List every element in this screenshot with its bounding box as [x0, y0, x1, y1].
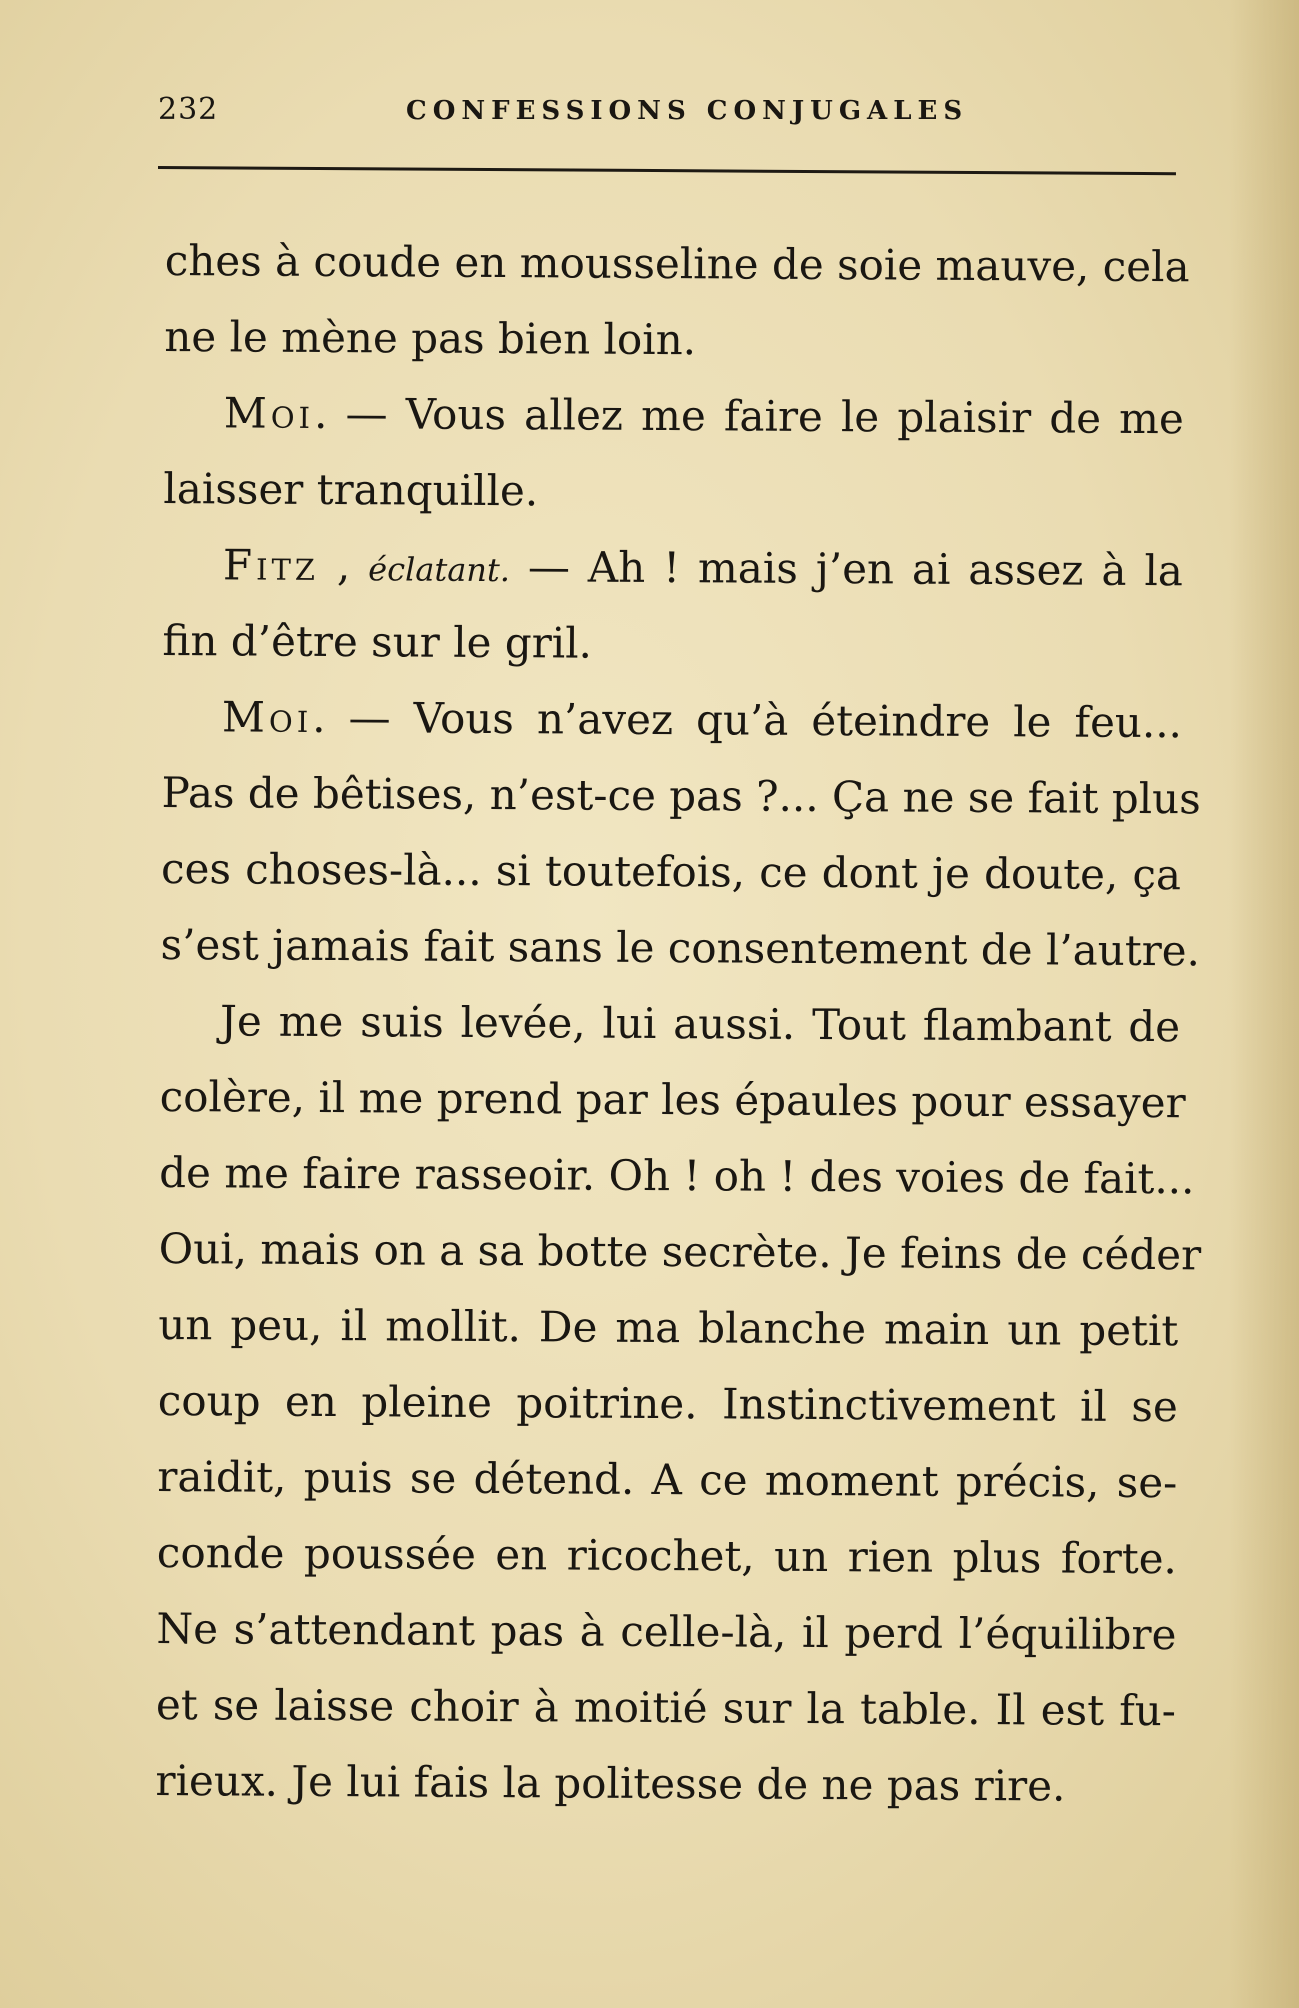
- text-line: Pas de bêtises, n’est-ce pas ?... Ça ne se fait plus: [161, 767, 1201, 824]
- running-title: CONFESSIONS CONJUGALES: [406, 96, 969, 126]
- punctuation: ,: [318, 540, 369, 591]
- text-line: raidit, puis se détend. A ce moment précis, se-: [157, 1451, 1178, 1508]
- speaker-name: Fitz: [222, 540, 320, 590]
- text-line: laisser tranquille.: [163, 463, 539, 516]
- text-line: de me faire rasseoir. Oh ! oh ! des voies de fait...: [159, 1147, 1195, 1204]
- text-line: s’est jamais fait sans le consentement de l’autre.: [160, 919, 1201, 976]
- dialogue-text: — Ah ! mais j’en ai assez à la: [509, 542, 1184, 596]
- dialogue-line: [162, 682, 1182, 758]
- text-line: conde poussée en ricochet, un rien plus forte.: [156, 1527, 1178, 1584]
- text-line: ches à coude en mousseline de soie mauve, cela: [164, 235, 1190, 292]
- page-header: [158, 92, 1178, 142]
- text-line: ne le mène pas bien loin.: [164, 311, 697, 365]
- header-rule: [158, 166, 1176, 175]
- text-line: coup en pleine poitrine. Instinctivement il se: [157, 1375, 1178, 1432]
- dialogue-text: . — Vous n’avez qu’à éteindre le feu...: [312, 692, 1183, 748]
- text-line: colère, il me prend par les épaules pour essayer: [159, 1071, 1186, 1128]
- stage-direction: éclatant.: [368, 550, 511, 590]
- page-number: 232: [158, 92, 219, 127]
- text-line: ces choses-là... si toutefois, ce dont je doute, ça: [160, 843, 1182, 900]
- text-line: fin d’être sur le gril.: [162, 615, 593, 668]
- text-line: Je me suis levée, lui aussi. Tout flambant de: [219, 996, 1181, 1052]
- text-line: un peu, il mollit. De ma blanche main un petit: [158, 1299, 1179, 1356]
- dialogue-text: . — Vous allez me faire le plaisir de me: [313, 388, 1184, 444]
- text-line: et se laisse choir à moitié sur la table. Il est fu-: [155, 1679, 1177, 1736]
- body-text: [155, 226, 1202, 1872]
- speaker-name: Moi: [221, 692, 313, 742]
- text-line: Oui, mais on a sa botte secrète. Je feins de céder: [158, 1223, 1202, 1280]
- text-line: Ne s’attendant pas à celle-là, il perd l’équilibre: [156, 1603, 1177, 1660]
- dialogue-line: [163, 530, 1183, 606]
- dialogue-line: [164, 378, 1184, 454]
- speaker-name: Moi: [223, 388, 315, 438]
- text-line: rieux. Je lui fais la politesse de ne pas rire.: [155, 1755, 1066, 1811]
- page-edge-shadow: [1229, 0, 1299, 2008]
